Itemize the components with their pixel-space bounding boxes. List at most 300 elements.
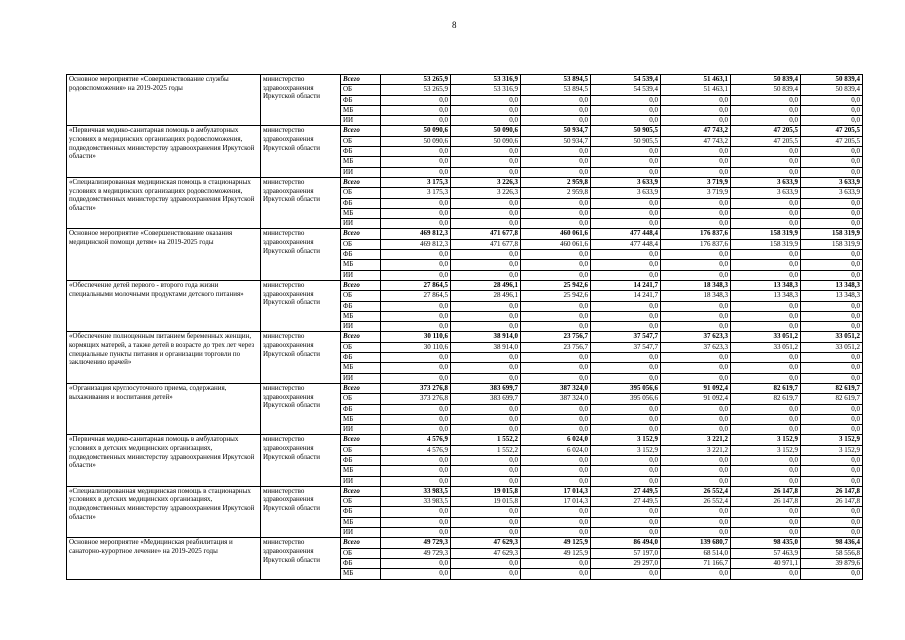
- funding-source: ФБ: [341, 147, 381, 157]
- amount-cell: 0,0: [801, 425, 863, 435]
- funding-source: МБ: [341, 466, 381, 476]
- amount-cell: 91 092,4: [661, 383, 731, 393]
- amount-cell: 0,0: [521, 569, 591, 579]
- amount-cell: 0,0: [381, 260, 451, 270]
- amount-cell: 0,0: [801, 219, 863, 229]
- funding-source: Всего: [341, 126, 381, 136]
- activity-name: «Обеспечение полноценным питанием беременных женщин, кормящих матерей, а также детей в возрасте до трех лет через специальные пункты питания и организации торговли по заключению врачей»: [67, 332, 261, 383]
- amount-cell: 0,0: [591, 353, 661, 363]
- amount-cell: 53 316,9: [451, 85, 521, 95]
- amount-cell: 387 324,0: [521, 383, 591, 393]
- amount-cell: 0,0: [731, 322, 801, 332]
- amount-cell: 0,0: [381, 569, 451, 579]
- amount-cell: 50 905,5: [591, 136, 661, 146]
- amount-cell: 0,0: [591, 147, 661, 157]
- funding-source: Всего: [341, 486, 381, 496]
- funding-source: ИИ: [341, 116, 381, 126]
- amount-cell: 0,0: [591, 219, 661, 229]
- amount-cell: 0,0: [381, 353, 451, 363]
- amount-cell: 3 221,2: [661, 445, 731, 455]
- amount-cell: 37 547,7: [591, 332, 661, 342]
- amount-cell: 47 205,5: [731, 126, 801, 136]
- amount-cell: 0,0: [381, 476, 451, 486]
- responsible-org: министерство здравоохранения Иркутской области: [261, 126, 341, 177]
- amount-cell: 0,0: [591, 198, 661, 208]
- amount-cell: 0,0: [521, 425, 591, 435]
- amount-cell: 0,0: [381, 157, 451, 167]
- activity-name: «Первичная медико-санитарная помощь в амбулаторных условиях в медицинских организациях родовспоможения, подведомственных министерству здравоохранения Иркутской области»: [67, 126, 261, 177]
- amount-cell: 0,0: [801, 363, 863, 373]
- amount-cell: 0,0: [591, 260, 661, 270]
- table-row: [67, 383, 863, 393]
- amount-cell: 0,0: [661, 116, 731, 126]
- amount-cell: 0,0: [381, 250, 451, 260]
- funding-source: ОБ: [341, 394, 381, 404]
- amount-cell: 0,0: [661, 157, 731, 167]
- amount-cell: 0,0: [521, 219, 591, 229]
- amount-cell: 383 699,7: [451, 394, 521, 404]
- amount-cell: 0,0: [661, 208, 731, 218]
- amount-cell: 0,0: [591, 528, 661, 538]
- amount-cell: 395 056,6: [591, 394, 661, 404]
- amount-cell: 47 743,2: [661, 136, 731, 146]
- amount-cell: 0,0: [451, 363, 521, 373]
- amount-cell: 0,0: [381, 414, 451, 424]
- responsible-org: министерство здравоохранения Иркутской области: [261, 75, 341, 126]
- amount-cell: 0,0: [731, 250, 801, 260]
- amount-cell: 0,0: [731, 476, 801, 486]
- table-row: [67, 332, 863, 342]
- amount-cell: 0,0: [801, 455, 863, 465]
- funding-source: Всего: [341, 229, 381, 239]
- amount-cell: 0,0: [591, 105, 661, 115]
- amount-cell: 0,0: [801, 311, 863, 321]
- amount-cell: 0,0: [591, 466, 661, 476]
- funding-source: ИИ: [341, 528, 381, 538]
- amount-cell: 50 839,4: [801, 85, 863, 95]
- amount-cell: 3 175,3: [381, 188, 451, 198]
- amount-cell: 0,0: [801, 373, 863, 383]
- amount-cell: 0,0: [661, 167, 731, 177]
- amount-cell: 50 090,6: [381, 136, 451, 146]
- amount-cell: 0,0: [661, 311, 731, 321]
- amount-cell: 0,0: [521, 311, 591, 321]
- amount-cell: 0,0: [381, 528, 451, 538]
- amount-cell: 0,0: [451, 558, 521, 568]
- amount-cell: 0,0: [801, 517, 863, 527]
- table-row: [67, 75, 863, 85]
- amount-cell: 0,0: [731, 105, 801, 115]
- amount-cell: 0,0: [661, 425, 731, 435]
- amount-cell: 395 056,6: [591, 383, 661, 393]
- amount-cell: 0,0: [591, 373, 661, 383]
- amount-cell: 14 241,7: [591, 291, 661, 301]
- amount-cell: 0,0: [521, 250, 591, 260]
- amount-cell: 18 348,3: [661, 280, 731, 290]
- page-number: 8: [452, 20, 457, 30]
- funding-source: МБ: [341, 157, 381, 167]
- amount-cell: 0,0: [591, 270, 661, 280]
- amount-cell: 3 633,9: [591, 177, 661, 187]
- amount-cell: 28 496,1: [451, 291, 521, 301]
- amount-cell: 13 348,3: [731, 291, 801, 301]
- funding-source: ФБ: [341, 455, 381, 465]
- amount-cell: 0,0: [521, 507, 591, 517]
- funding-source: МБ: [341, 311, 381, 321]
- amount-cell: 49 729,3: [381, 548, 451, 558]
- table-row: [67, 435, 863, 445]
- funding-source: ОБ: [341, 136, 381, 146]
- amount-cell: 0,0: [731, 260, 801, 270]
- amount-cell: 0,0: [521, 260, 591, 270]
- amount-cell: 0,0: [381, 466, 451, 476]
- amount-cell: 0,0: [451, 157, 521, 167]
- activity-name: «Организация круглосуточного приема, содержания, выхаживания и воспитания детей»: [67, 383, 261, 434]
- funding-source: ОБ: [341, 342, 381, 352]
- funding-source: ИИ: [341, 373, 381, 383]
- amount-cell: 0,0: [591, 455, 661, 465]
- amount-cell: 0,0: [801, 270, 863, 280]
- funding-source: ФБ: [341, 558, 381, 568]
- amount-cell: 0,0: [451, 373, 521, 383]
- amount-cell: 4 576,9: [381, 445, 451, 455]
- amount-cell: 0,0: [521, 157, 591, 167]
- amount-cell: 0,0: [661, 219, 731, 229]
- amount-cell: 0,0: [661, 301, 731, 311]
- funding-source: ОБ: [341, 445, 381, 455]
- amount-cell: 0,0: [521, 116, 591, 126]
- amount-cell: 0,0: [731, 455, 801, 465]
- funding-source: МБ: [341, 260, 381, 270]
- amount-cell: 39 879,6: [801, 558, 863, 568]
- amount-cell: 0,0: [801, 105, 863, 115]
- amount-cell: 25 942,6: [521, 280, 591, 290]
- amount-cell: 0,0: [521, 147, 591, 157]
- amount-cell: 0,0: [521, 301, 591, 311]
- amount-cell: 54 539,4: [591, 85, 661, 95]
- amount-cell: 3 719,9: [661, 177, 731, 187]
- amount-cell: 158 319,9: [801, 239, 863, 249]
- amount-cell: 0,0: [661, 105, 731, 115]
- amount-cell: 30 110,6: [381, 342, 451, 352]
- table-row: [67, 126, 863, 136]
- amount-cell: 0,0: [451, 260, 521, 270]
- amount-cell: 49 125,9: [521, 538, 591, 548]
- responsible-org: министерство здравоохранения Иркутской области: [261, 280, 341, 331]
- funding-source: ФБ: [341, 404, 381, 414]
- activity-name: «Обеспечение детей первого - второго года жизни специальными молочными продуктами детского питания»: [67, 280, 261, 331]
- amount-cell: 0,0: [521, 517, 591, 527]
- amount-cell: 0,0: [731, 219, 801, 229]
- amount-cell: 82 619,7: [801, 383, 863, 393]
- amount-cell: 82 619,7: [731, 394, 801, 404]
- amount-cell: 0,0: [661, 147, 731, 157]
- funding-source: ОБ: [341, 497, 381, 507]
- amount-cell: 0,0: [591, 208, 661, 218]
- amount-cell: 460 061,6: [521, 239, 591, 249]
- amount-cell: 0,0: [451, 95, 521, 105]
- amount-cell: 0,0: [661, 517, 731, 527]
- amount-cell: 0,0: [731, 167, 801, 177]
- amount-cell: 0,0: [521, 198, 591, 208]
- amount-cell: 471 677,8: [451, 239, 521, 249]
- amount-cell: 0,0: [451, 517, 521, 527]
- amount-cell: 0,0: [731, 425, 801, 435]
- amount-cell: 0,0: [801, 528, 863, 538]
- amount-cell: 0,0: [381, 95, 451, 105]
- amount-cell: 13 348,3: [801, 291, 863, 301]
- amount-cell: 3 152,9: [801, 445, 863, 455]
- amount-cell: 0,0: [731, 363, 801, 373]
- amount-cell: 0,0: [801, 147, 863, 157]
- funding-source: Всего: [341, 280, 381, 290]
- amount-cell: 27 864,5: [381, 291, 451, 301]
- amount-cell: 176 837,6: [661, 229, 731, 239]
- funding-source: ФБ: [341, 301, 381, 311]
- table-row: [67, 280, 863, 290]
- amount-cell: 0,0: [731, 270, 801, 280]
- amount-cell: 0,0: [521, 373, 591, 383]
- amount-cell: 19 015,8: [451, 486, 521, 496]
- amount-cell: 0,0: [591, 414, 661, 424]
- amount-cell: 0,0: [591, 157, 661, 167]
- amount-cell: 0,0: [591, 404, 661, 414]
- amount-cell: 38 914,0: [451, 342, 521, 352]
- amount-cell: 0,0: [451, 322, 521, 332]
- amount-cell: 33 051,2: [801, 332, 863, 342]
- amount-cell: 387 324,0: [521, 394, 591, 404]
- amount-cell: 3 152,9: [591, 445, 661, 455]
- amount-cell: 47 205,5: [801, 136, 863, 146]
- amount-cell: 0,0: [451, 167, 521, 177]
- amount-cell: 0,0: [451, 476, 521, 486]
- amount-cell: 0,0: [451, 219, 521, 229]
- amount-cell: 0,0: [381, 270, 451, 280]
- funding-source: ОБ: [341, 291, 381, 301]
- amount-cell: 82 619,7: [801, 394, 863, 404]
- amount-cell: 47 743,2: [661, 126, 731, 136]
- amount-cell: 471 677,8: [451, 229, 521, 239]
- amount-cell: 3 226,3: [451, 177, 521, 187]
- amount-cell: 0,0: [381, 373, 451, 383]
- amount-cell: 0,0: [381, 301, 451, 311]
- amount-cell: 0,0: [381, 311, 451, 321]
- amount-cell: 0,0: [521, 466, 591, 476]
- amount-cell: 0,0: [521, 95, 591, 105]
- amount-cell: 0,0: [521, 558, 591, 568]
- amount-cell: 0,0: [381, 322, 451, 332]
- amount-cell: 68 514,0: [661, 548, 731, 558]
- amount-cell: 2 959,8: [521, 177, 591, 187]
- amount-cell: 0,0: [801, 260, 863, 270]
- table-row: [67, 538, 863, 548]
- amount-cell: 26 147,8: [801, 497, 863, 507]
- amount-cell: 86 494,0: [591, 538, 661, 548]
- amount-cell: 91 092,4: [661, 394, 731, 404]
- amount-cell: 0,0: [451, 198, 521, 208]
- amount-cell: 0,0: [591, 167, 661, 177]
- amount-cell: 47 205,5: [731, 136, 801, 146]
- amount-cell: 0,0: [451, 507, 521, 517]
- amount-cell: 3 226,3: [451, 188, 521, 198]
- amount-cell: 0,0: [731, 414, 801, 424]
- amount-cell: 158 319,9: [731, 239, 801, 249]
- amount-cell: 0,0: [451, 425, 521, 435]
- amount-cell: 3 221,2: [661, 435, 731, 445]
- funding-source: ИИ: [341, 476, 381, 486]
- amount-cell: 0,0: [731, 507, 801, 517]
- amount-cell: 158 319,9: [731, 229, 801, 239]
- amount-cell: 49 125,9: [521, 548, 591, 558]
- funding-source: Всего: [341, 177, 381, 187]
- amount-cell: 18 348,3: [661, 291, 731, 301]
- amount-cell: 0,0: [801, 167, 863, 177]
- amount-cell: 0,0: [381, 219, 451, 229]
- amount-cell: 0,0: [801, 198, 863, 208]
- funding-source: ФБ: [341, 198, 381, 208]
- amount-cell: 383 699,7: [451, 383, 521, 393]
- funding-source: ОБ: [341, 188, 381, 198]
- amount-cell: 14 241,7: [591, 280, 661, 290]
- amount-cell: 0,0: [451, 569, 521, 579]
- amount-cell: 4 576,9: [381, 435, 451, 445]
- amount-cell: 49 729,3: [381, 538, 451, 548]
- amount-cell: 0,0: [731, 198, 801, 208]
- table-row: [67, 177, 863, 187]
- amount-cell: 469 812,3: [381, 229, 451, 239]
- amount-cell: 26 147,8: [731, 486, 801, 496]
- amount-cell: 0,0: [381, 455, 451, 465]
- amount-cell: 58 556,8: [801, 548, 863, 558]
- amount-cell: 0,0: [731, 404, 801, 414]
- funding-source: Всего: [341, 435, 381, 445]
- amount-cell: 0,0: [521, 455, 591, 465]
- amount-cell: 50 090,6: [451, 136, 521, 146]
- amount-cell: 71 166,7: [661, 558, 731, 568]
- amount-cell: 3 633,9: [731, 177, 801, 187]
- amount-cell: 0,0: [591, 425, 661, 435]
- amount-cell: 0,0: [661, 250, 731, 260]
- amount-cell: 0,0: [801, 157, 863, 167]
- amount-cell: 0,0: [591, 363, 661, 373]
- amount-cell: 0,0: [801, 250, 863, 260]
- amount-cell: 0,0: [801, 353, 863, 363]
- amount-cell: 0,0: [521, 208, 591, 218]
- amount-cell: 0,0: [451, 301, 521, 311]
- amount-cell: 1 552,2: [451, 445, 521, 455]
- activity-name: Основное мероприятие «Медицинская реабилитация и санаторно-курортное лечение» на 2019-2025 годы: [67, 538, 261, 579]
- amount-cell: 373 276,8: [381, 383, 451, 393]
- amount-cell: 0,0: [591, 116, 661, 126]
- responsible-org: министерство здравоохранения Иркутской области: [261, 229, 341, 280]
- amount-cell: 0,0: [731, 116, 801, 126]
- amount-cell: 33 983,5: [381, 486, 451, 496]
- amount-cell: 0,0: [731, 528, 801, 538]
- amount-cell: 0,0: [591, 322, 661, 332]
- amount-cell: 26 552,4: [661, 497, 731, 507]
- amount-cell: 0,0: [591, 517, 661, 527]
- amount-cell: 0,0: [521, 414, 591, 424]
- amount-cell: 0,0: [451, 311, 521, 321]
- amount-cell: 3 152,9: [591, 435, 661, 445]
- amount-cell: 3 633,9: [591, 188, 661, 198]
- funding-source: МБ: [341, 105, 381, 115]
- amount-cell: 51 463,1: [661, 85, 731, 95]
- amount-cell: 50 090,6: [451, 126, 521, 136]
- amount-cell: 0,0: [381, 363, 451, 373]
- funding-source: Всего: [341, 383, 381, 393]
- amount-cell: 0,0: [661, 353, 731, 363]
- amount-cell: 50 839,4: [731, 75, 801, 85]
- funding-source: ИИ: [341, 270, 381, 280]
- amount-cell: 0,0: [661, 528, 731, 538]
- amount-cell: 37 547,7: [591, 342, 661, 352]
- amount-cell: 57 197,0: [591, 548, 661, 558]
- amount-cell: 0,0: [661, 95, 731, 105]
- amount-cell: 26 552,4: [661, 486, 731, 496]
- amount-cell: 139 680,7: [661, 538, 731, 548]
- amount-cell: 51 463,1: [661, 75, 731, 85]
- activity-name: Основное мероприятие «Совершенствование службы родовспоможения» на 2019-2025 годы: [67, 75, 261, 126]
- amount-cell: 0,0: [521, 404, 591, 414]
- funding-source: Всего: [341, 75, 381, 85]
- amount-cell: 0,0: [801, 301, 863, 311]
- amount-cell: 28 496,1: [451, 280, 521, 290]
- amount-cell: 0,0: [451, 147, 521, 157]
- amount-cell: 0,0: [591, 301, 661, 311]
- amount-cell: 50 839,4: [801, 75, 863, 85]
- amount-cell: 25 942,6: [521, 291, 591, 301]
- amount-cell: 3 152,9: [731, 445, 801, 455]
- amount-cell: 0,0: [591, 95, 661, 105]
- funding-source: ФБ: [341, 250, 381, 260]
- amount-cell: 3 175,3: [381, 177, 451, 187]
- funding-source: Всего: [341, 538, 381, 548]
- amount-cell: 0,0: [381, 208, 451, 218]
- amount-cell: 98 435,0: [731, 538, 801, 548]
- amount-cell: 38 914,0: [451, 332, 521, 342]
- amount-cell: 0,0: [731, 353, 801, 363]
- amount-cell: 13 348,3: [731, 280, 801, 290]
- amount-cell: 0,0: [451, 455, 521, 465]
- funding-source: ИИ: [341, 167, 381, 177]
- amount-cell: 0,0: [801, 116, 863, 126]
- funding-source: ОБ: [341, 239, 381, 249]
- amount-cell: 0,0: [801, 466, 863, 476]
- amount-cell: 0,0: [731, 95, 801, 105]
- amount-cell: 3 152,9: [801, 435, 863, 445]
- responsible-org: министерство здравоохранения Иркутской области: [261, 538, 341, 579]
- amount-cell: 57 463,9: [731, 548, 801, 558]
- amount-cell: 0,0: [381, 198, 451, 208]
- amount-cell: 0,0: [521, 322, 591, 332]
- amount-cell: 50 905,5: [591, 126, 661, 136]
- amount-cell: 0,0: [661, 270, 731, 280]
- amount-cell: 0,0: [731, 147, 801, 157]
- amount-cell: 29 297,0: [591, 558, 661, 568]
- amount-cell: 0,0: [661, 476, 731, 486]
- amount-cell: 0,0: [381, 517, 451, 527]
- amount-cell: 47 629,3: [451, 548, 521, 558]
- responsible-org: министерство здравоохранения Иркутской области: [261, 435, 341, 486]
- amount-cell: 0,0: [451, 116, 521, 126]
- activity-name: «Первичная медико-санитарная помощь в амбулаторных условиях в детских медицинских организациях, подведомственных министерству здравоохранения Иркутской области»: [67, 435, 261, 486]
- amount-cell: 6 024,0: [521, 435, 591, 445]
- funding-source: Всего: [341, 332, 381, 342]
- amount-cell: 0,0: [801, 569, 863, 579]
- activity-name: «Специализированная медицинская помощь в стационарных условиях в детских медицинских организациях, подведомственных министерству здравоохранения Иркутской области»: [67, 486, 261, 537]
- amount-cell: 0,0: [521, 167, 591, 177]
